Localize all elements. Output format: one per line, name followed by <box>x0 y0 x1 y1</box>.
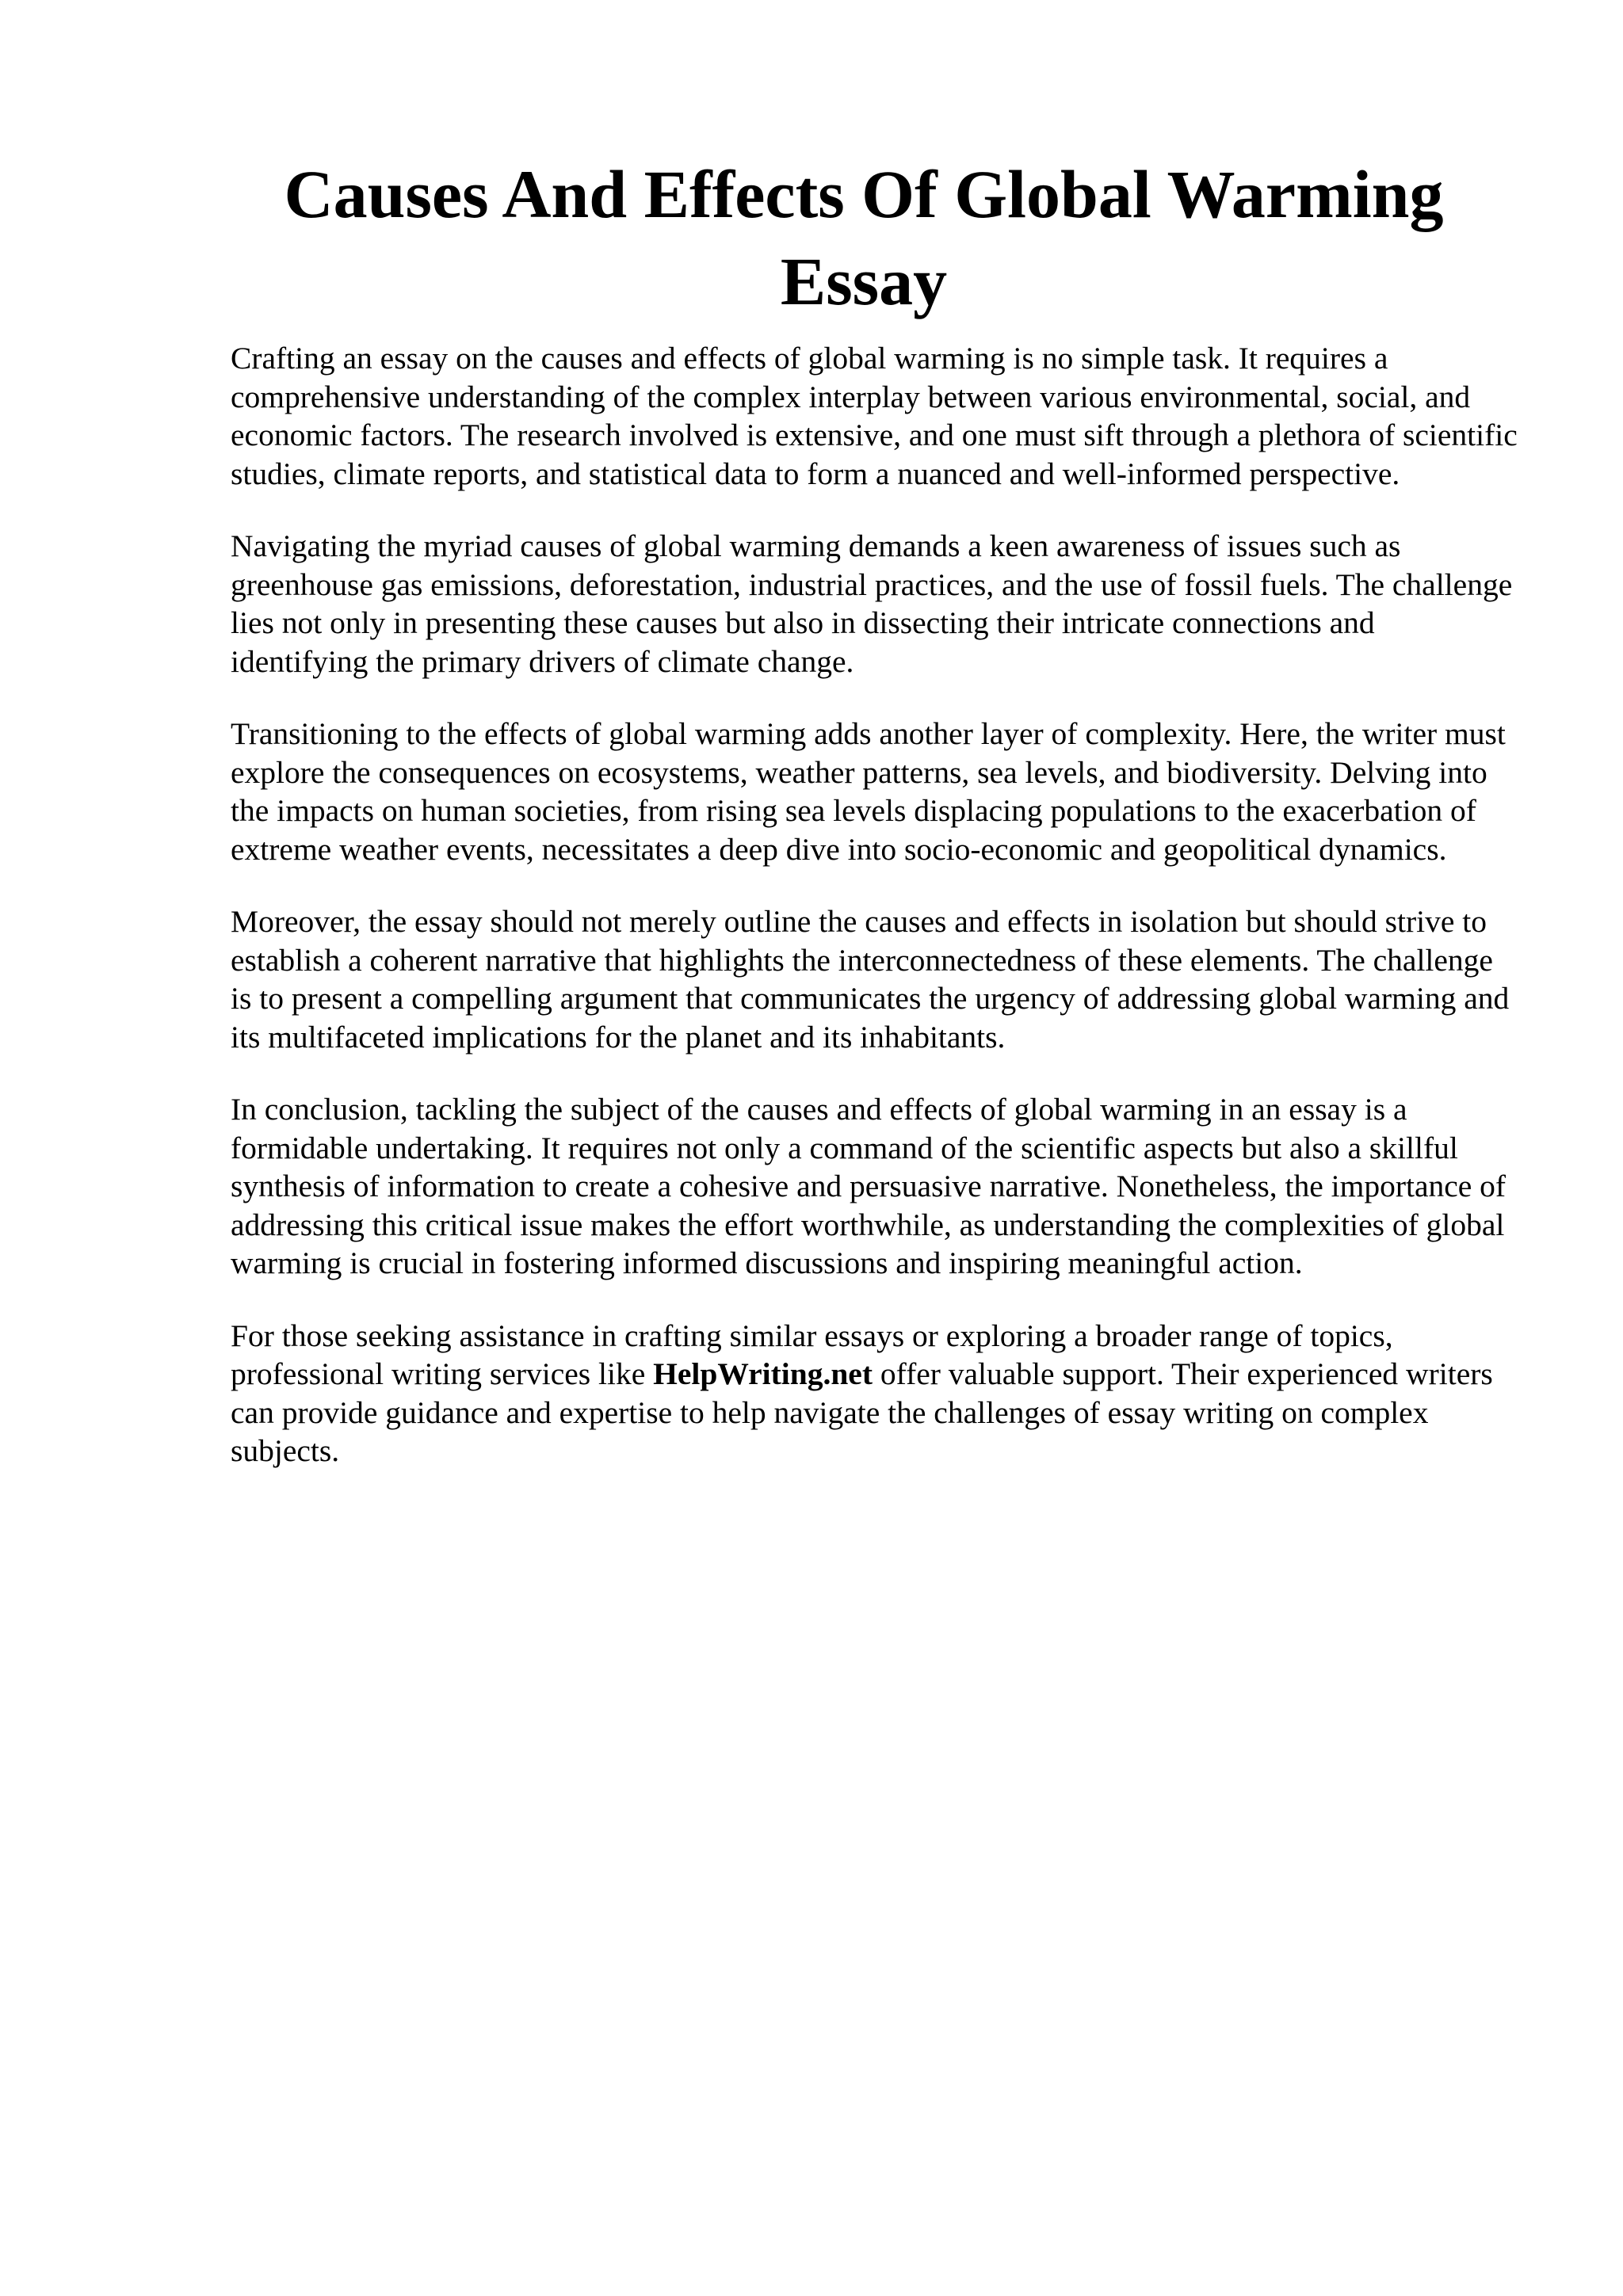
document-title: Causes And Effects Of Global Warming Essay <box>284 156 1444 319</box>
paragraph-conclusion: In conclusion, tackling the subject of the causes and effects of global warming in an essay is a formidable undertaking. It requires not only a command of the scientific aspects but also a skillful synthesis of information to create a cohesive and persuasive narrative. Nonetheless, the importance of addressing this critical issue makes the effort worthwhile, as understanding the complexities of global warming is crucial in fostering informed discussions and inspiring meaningful action. <box>231 1092 1507 1280</box>
brand-name: HelpWriting.net <box>653 1356 873 1391</box>
paragraph-intro: Crafting an essay on the causes and effects of global warming is no simple task. It requires a comprehensive understanding of the complex interplay between various environmental, social, and economic factors. The research involved is extensive, and one must sift through a plethora of scientific studies, climate reports, and statistical data to form a nuanced and well-informed perspective. <box>231 341 1518 491</box>
paragraph-narrative: Moreover, the essay should not merely outline the causes and effects in isolation but should strive to establish a coherent narrative that highlights the interconnectedness of these elements. The challenge is to present a compelling argument that communicates the urgency of addressing global warming and its multifaceted implications for the planet and its inhabitants. <box>231 904 1510 1055</box>
paragraph-causes: Navigating the myriad causes of global warming demands a keen awareness of issues such as greenhouse gas emissions, deforestation, industrial practices, and the use of fossil fuels. The challenge lies not only in presenting these causes but also in dissecting their intricate connections and identifying the primary drivers of climate change. <box>231 528 1513 679</box>
closing-text-after: offer valuable support. Their experienced writers can provide guidance and expertise to help navigate the challenges of essay writing on complex subjects. <box>231 1356 1493 1468</box>
closing-text-before: For those seeking assistance in crafting similar essays or exploring a broader range of topics, professional writing services like <box>231 1318 1393 1391</box>
document-body <box>231 339 1518 1505</box>
paragraph-closing <box>231 1317 1518 1470</box>
paragraph-effects: Transitioning to the effects of global warming adds another layer of complexity. Here, the writer must explore the consequences on ecosystems, weather patterns, sea levels, and biodiversity. Delving into the impacts on human societies, from rising sea levels displacing populations to the exacerbation of extreme weather events, necessitates a deep dive into socio-economic and geopolitical dynamics. <box>231 716 1506 867</box>
